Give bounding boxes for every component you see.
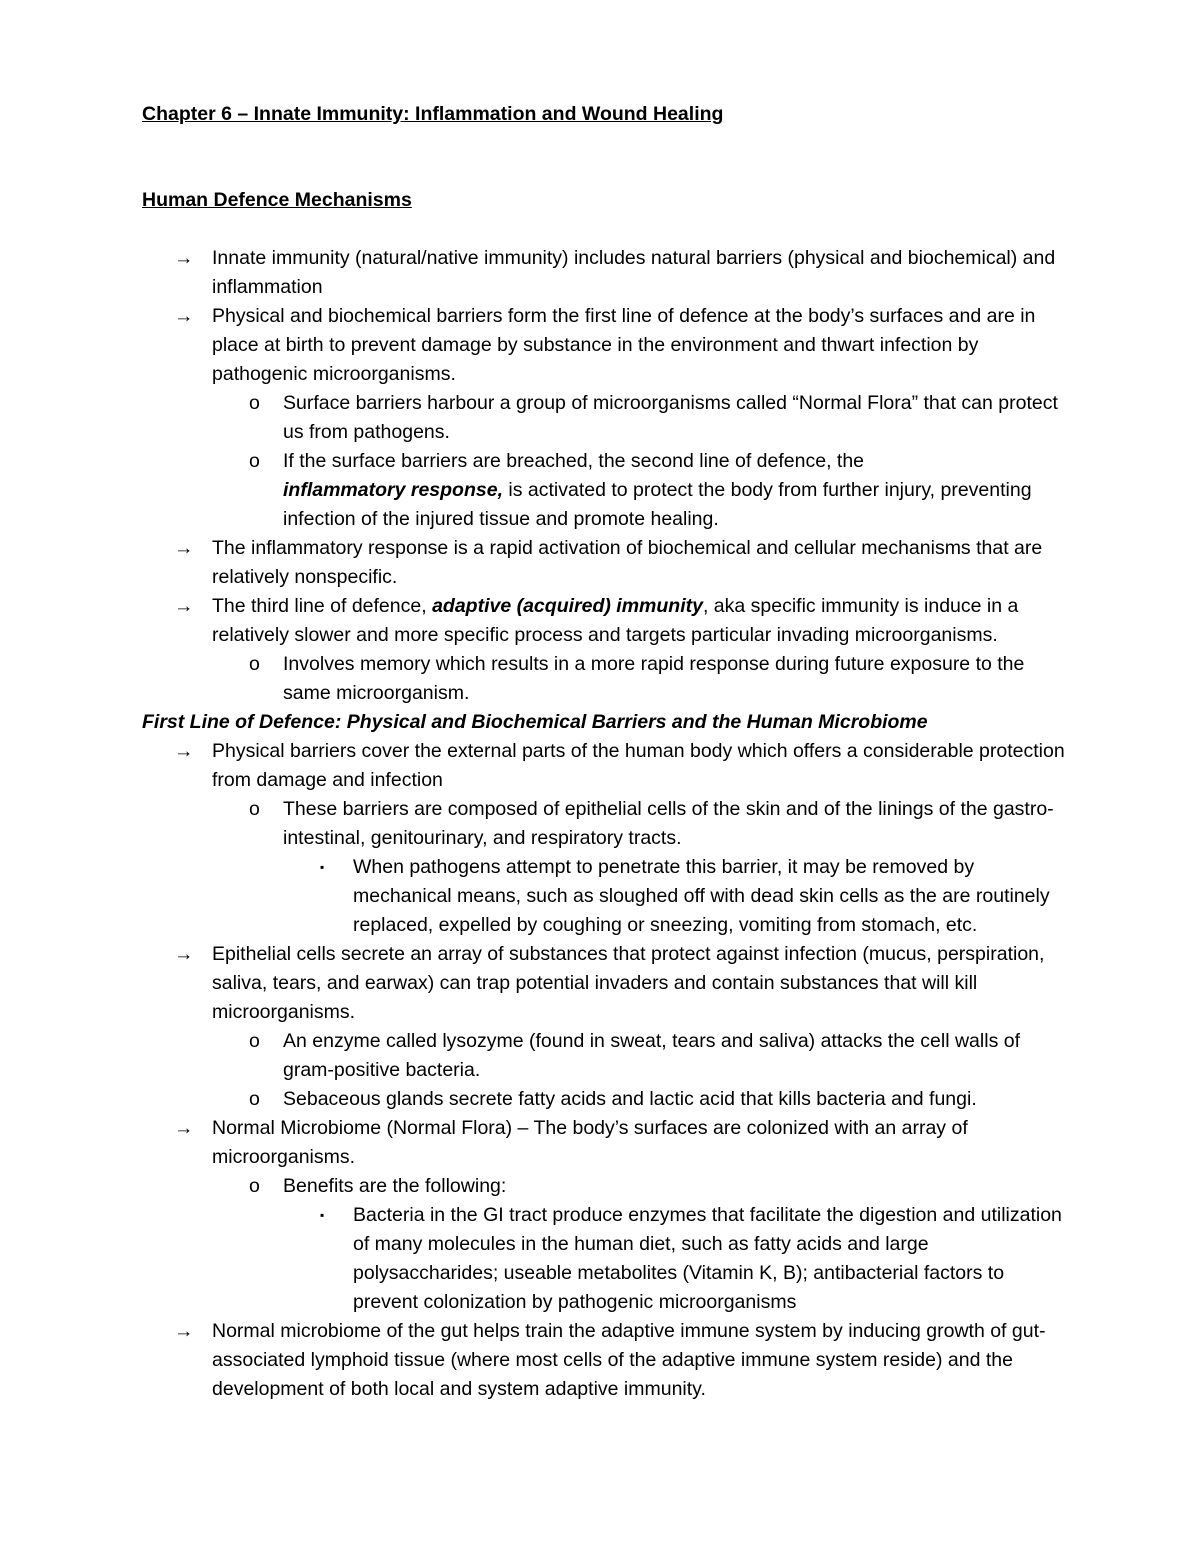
list-item [142, 447, 1072, 534]
list-item [142, 244, 1072, 302]
emphasized-term: adaptive (acquired) immunity [432, 595, 703, 617]
emphasized-term: inflammatory response, [283, 479, 503, 501]
list-item [142, 1027, 1072, 1085]
list-item [142, 650, 1072, 708]
arrow-bullet-icon: → [174, 595, 194, 617]
list-item-text: These barriers are composed of epithelial cells of the skin and of the linings of the gastro-intestinal, genitourinary, and respiratory tracts. [283, 798, 1054, 849]
arrow-bullet-icon: → [174, 943, 194, 965]
circle-bullet-icon: o [249, 798, 260, 820]
arrow-bullet-icon: → [174, 1320, 194, 1342]
arrow-bullet-icon: → [174, 1117, 194, 1139]
list-item [142, 1114, 1072, 1172]
circle-bullet-icon: o [249, 1088, 260, 1110]
arrow-bullet-icon: → [174, 247, 194, 269]
list-item [142, 853, 1072, 940]
circle-bullet-icon: o [249, 1175, 260, 1197]
list-item-text: The third line of defence, [212, 595, 433, 617]
list-item [142, 795, 1072, 853]
list-item [142, 1172, 1072, 1201]
list-item-text: , aka specific immunity is induce in a relatively slower and more specific process and targets particular invading microorganisms. [212, 595, 1019, 646]
list-item-text: Physical barriers cover the external parts of the human body which offers a considerable protection from damage and infection [212, 740, 1065, 791]
list-item [142, 302, 1072, 389]
list-item-text: Innate immunity (natural/native immunity) includes natural barriers (physical and biochemical) and inflammation [212, 247, 1056, 298]
list-item [142, 940, 1072, 1027]
list-item-text: Physical and biochemical barriers form the first line of defence at the body’s surfaces and are in place at birth to prevent damage by substance in the environment and thwart infection by pathogenic microorganisms. [212, 305, 1036, 385]
list-item-text: Normal Microbiome (Normal Flora) – The body’s surfaces are colonized with an array of microorganisms. [212, 1117, 968, 1168]
square-bullet-icon: ▪ [320, 1208, 325, 1222]
list-item [142, 1085, 1072, 1114]
list-item-text: Involves memory which results in a more rapid response during future exposure to the same microorganism. [283, 653, 1025, 704]
list-item-text: Normal microbiome of the gut helps train the adaptive immune system by inducing growth of gut-associated lymphoid tissue (where most cells of the adaptive immune system reside) and the development of both local and system adaptive immunity. [212, 1320, 1046, 1400]
list-item [142, 592, 1072, 650]
circle-bullet-icon: o [249, 392, 260, 414]
list-item [142, 1317, 1072, 1404]
arrow-bullet-icon: → [174, 537, 194, 559]
list-item-text: Surface barriers harbour a group of microorganisms called “Normal Flora” that can protect us from pathogens. [283, 392, 1058, 443]
notes-body [142, 244, 1072, 1404]
list-item-text: If the surface barriers are breached, the second line of defence, the [283, 450, 865, 472]
list-item-text: Bacteria in the GI tract produce enzymes that facilitate the digestion and utilization of many molecules in the human diet, such as fatty acids and large polysaccharides; useable metabolites (Vitamin K, B); antibacterial factors to prevent colonization by pathogenic microorganisms [353, 1204, 1062, 1313]
list-item-text: Benefits are the following: [283, 1175, 507, 1197]
arrow-bullet-icon: → [174, 305, 194, 327]
list-item [142, 389, 1072, 447]
list-item [142, 534, 1072, 592]
list-item-text: The inflammatory response is a rapid activation of biochemical and cellular mechanisms that are relatively nonspecific. [212, 537, 1043, 588]
subsection-heading: First Line of Defence: Physical and Biochemical Barriers and the Human Microbiome [142, 711, 928, 733]
circle-bullet-icon: o [249, 1030, 260, 1052]
arrow-bullet-icon: → [174, 740, 194, 762]
list-item [142, 737, 1072, 795]
list-item [142, 1201, 1072, 1317]
list-item-text: When pathogens attempt to penetrate this barrier, it may be removed by mechanical means, such as sloughed off with dead skin cells as the are routinely replaced, expelled by coughing or sneezing, vomiting from stomach, etc. [353, 856, 1050, 936]
section-heading: Human Defence Mechanisms [142, 189, 412, 211]
circle-bullet-icon: o [249, 450, 260, 472]
list-item-text: Epithelial cells secrete an array of substances that protect against infection (mucus, perspiration, saliva, tears, and earwax) can trap potential invaders and contain substances that will kill microorganisms. [212, 943, 1045, 1023]
list-item-text: is activated to protect the body from further injury, preventing infection of the injured tissue and promote healing. [283, 479, 1032, 530]
list-item-text: Sebaceous glands secrete fatty acids and lactic acid that kills bacteria and fungi. [283, 1088, 977, 1110]
square-bullet-icon: ▪ [320, 860, 325, 874]
page-title: Chapter 6 – Innate Immunity: Inflammation and Wound Healing [142, 103, 724, 125]
list-item-text: An enzyme called lysozyme (found in sweat, tears and saliva) attacks the cell walls of gram-positive bacteria. [283, 1030, 1021, 1081]
circle-bullet-icon: o [249, 653, 260, 675]
